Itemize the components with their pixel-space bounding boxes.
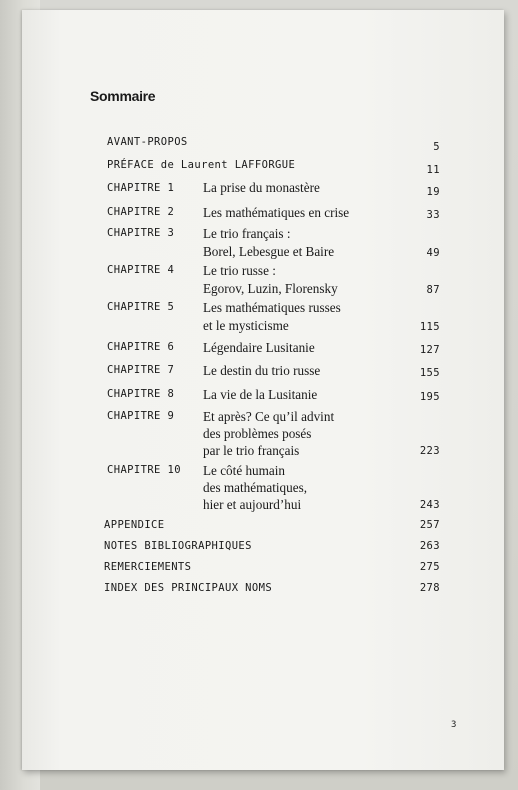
entry-label: NOTES BIBLIOGRAPHIQUES: [104, 540, 252, 552]
page-title: Sommaire: [90, 88, 156, 104]
chapter-title-line: Egorov, Luzin, Florensky: [203, 281, 338, 296]
entry-label: INDEX DES PRINCIPAUX NOMS: [104, 582, 273, 594]
chapter-page-number: 115: [419, 321, 440, 333]
chapter-label: CHAPITRE 10: [107, 464, 181, 476]
entry-label: REMERCIEMENTS: [104, 561, 192, 573]
chapter-title-line: Borel, Lebesgue et Baire: [203, 244, 335, 259]
chapter-label: CHAPITRE 5: [107, 301, 175, 313]
entry-page-number: 11: [426, 164, 440, 176]
entry-page-number: 257: [419, 519, 440, 531]
chapter-title-line: Le côté humain: [203, 463, 286, 478]
page-folio-number: 3: [451, 720, 457, 730]
entry-label: PRÉFACE de Laurent LAFFORGUE: [107, 159, 296, 171]
chapter-title-line: Et après? Ce qu’il advint: [203, 409, 335, 424]
chapter-title-line: et le mysticisme: [203, 318, 289, 333]
chapter-title-line: Le trio russe :: [203, 263, 276, 278]
chapter-label: CHAPITRE 1: [107, 182, 175, 194]
chapter-title-line: Le trio français :: [203, 226, 291, 241]
chapter-title-line: par le trio français: [203, 443, 300, 458]
chapter-title-line: La vie de la Lusitanie: [203, 387, 318, 402]
chapter-label: CHAPITRE 4: [107, 264, 175, 276]
chapter-page-number: 33: [426, 209, 440, 221]
chapter-page-number: 195: [419, 391, 440, 403]
entry-page-number: 263: [419, 540, 440, 552]
chapter-label: CHAPITRE 2: [107, 206, 175, 218]
chapter-title-line: des mathématiques,: [203, 480, 308, 495]
chapter-label: CHAPITRE 6: [107, 341, 175, 353]
chapter-page-number: 87: [426, 284, 440, 296]
chapter-page-number: 49: [426, 247, 440, 259]
entry-page-number: 278: [419, 582, 440, 594]
chapter-page-number: 155: [419, 367, 440, 379]
chapter-label: CHAPITRE 8: [107, 388, 175, 400]
chapter-page-number: 223: [419, 445, 440, 457]
entry-label: APPENDICE: [104, 519, 165, 531]
chapter-label: CHAPITRE 3: [107, 227, 175, 239]
chapter-label: CHAPITRE 9: [107, 410, 175, 422]
entry-page-number: 5: [433, 141, 440, 153]
chapter-page-number: 243: [419, 499, 440, 511]
chapter-title-line: Les mathématiques russes: [203, 300, 341, 315]
chapter-page-number: 19: [426, 186, 440, 198]
chapter-title-line: Le destin du trio russe: [203, 363, 321, 378]
entry-page-number: 275: [419, 561, 440, 573]
chapter-page-number: 127: [419, 344, 440, 356]
chapter-title-line: hier et aujourd’hui: [203, 497, 302, 512]
chapter-title-line: Légendaire Lusitanie: [203, 340, 315, 355]
chapter-label: CHAPITRE 7: [107, 364, 175, 376]
chapter-title-line: des problèmes posés: [203, 426, 312, 441]
chapter-title-line: Les mathématiques en crise: [203, 205, 350, 220]
chapter-title-line: La prise du monastère: [203, 180, 320, 195]
entry-label: AVANT-PROPOS: [107, 136, 188, 148]
